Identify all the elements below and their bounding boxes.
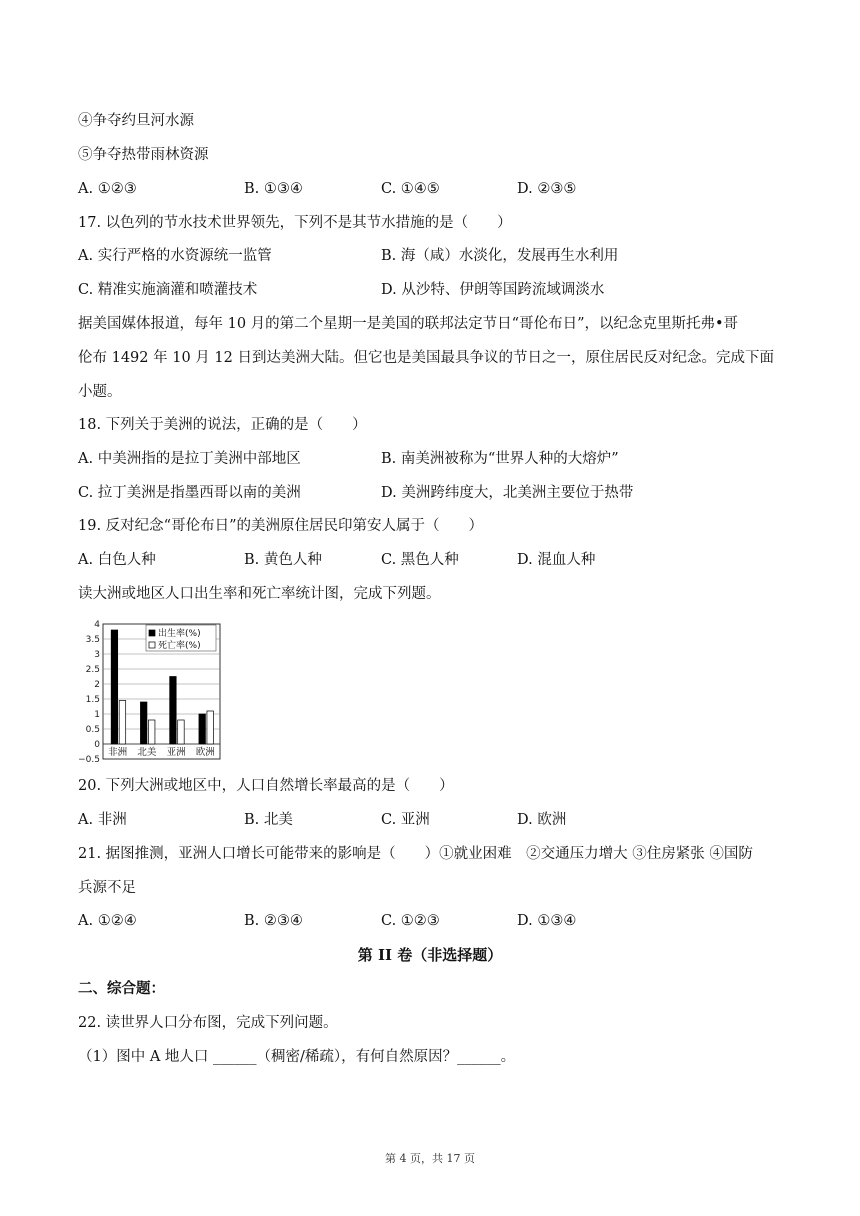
- q19-option-a: A. 白色人种: [78, 552, 156, 568]
- legend-label: 出生率(%): [158, 629, 201, 639]
- y-tick-label: 4: [94, 620, 100, 630]
- q20-option-b: B. 北美: [244, 812, 293, 828]
- y-tick-label: 3: [94, 650, 100, 660]
- page-footer: 第 4 页，共 17 页: [385, 1152, 475, 1165]
- q17-option-c: C. 精准实施滴灌和喷灌技术: [78, 282, 258, 298]
- birth-rate-bar: [170, 677, 177, 745]
- q16-option-a: A. ①②③: [78, 181, 137, 197]
- q18-option-d: D. 美洲跨纬度大，北美洲主要位于热带: [381, 485, 634, 501]
- birth-death-rate-chart: [78, 617, 228, 762]
- q20-option-d: D. 欧洲: [517, 812, 567, 828]
- y-tick-label: −0.5: [78, 755, 100, 762]
- q17-option-b: B. 海（咸）水淡化，发展再生水利用: [381, 248, 619, 264]
- y-tick-label: 0: [94, 740, 100, 750]
- x-category-label: 亚洲: [166, 747, 186, 758]
- section-2-title: 第 II 卷（非选择题）: [357, 946, 503, 964]
- q21-option-c: C. ①②③: [381, 913, 440, 929]
- legend-label: 死亡率(%): [158, 641, 201, 651]
- q19-stem: 19. 反对纪念“哥伦布日”的美洲原住居民印第安人属于（ ）: [78, 518, 483, 534]
- x-category-label: 非洲: [108, 747, 128, 758]
- q16-option-d: D. ②③⑤: [517, 181, 577, 197]
- q19-option-c: C. 黑色人种: [381, 552, 459, 568]
- y-tick-label: 3.5: [85, 635, 100, 645]
- death-rate-bar: [148, 720, 155, 744]
- death-rate-bar: [178, 720, 185, 744]
- q20-option-a: A. 非洲: [78, 812, 127, 828]
- y-tick-label: 2: [94, 680, 100, 690]
- q19-option-b: B. 黄色人种: [244, 552, 322, 568]
- legend-swatch: [149, 630, 155, 636]
- y-tick-label: 0.5: [85, 725, 100, 735]
- birth-rate-bar: [140, 702, 147, 744]
- q18-stem: 18. 下列关于美洲的说法，正确的是（ ）: [78, 417, 367, 433]
- x-category-label: 欧洲: [195, 747, 215, 758]
- q22-stem: 22. 读世界人口分布图，完成下列问题。: [78, 1015, 338, 1031]
- q17-option-d: D. 从沙特、伊朗等国跨流域调淡水: [381, 282, 605, 298]
- y-tick-label: 1: [94, 710, 100, 720]
- q21-option-a: A. ①②④: [78, 913, 137, 929]
- q16-option-b: B. ①③④: [244, 181, 303, 197]
- q21-option-b: B. ②③④: [244, 913, 303, 929]
- chart-intro: 读大洲或地区人口出生率和死亡率统计图，完成下列题。: [78, 586, 441, 602]
- passage-line-2: 伦布 1492 年 10 月 12 日到达美洲大陆。但它也是美国最具争议的节日之一，原住居民反对纪念。完成下面: [78, 350, 774, 366]
- passage-line-3: 小题。: [78, 384, 122, 400]
- death-rate-bar: [207, 711, 214, 744]
- q16-option-c: C. ①④⑤: [381, 181, 440, 197]
- q16-item-5: ⑤争夺热带雨林资源: [78, 147, 209, 163]
- q21-stem: 21. 据图推测，亚洲人口增长可能带来的影响是（ ）①就业困难 ②交通压力增大 ③住房紧张 ④国防: [78, 846, 753, 862]
- q21-option-d: D. ①③④: [517, 913, 577, 929]
- q18-option-b: B. 南美洲被称为“世界人种的大熔炉”: [381, 451, 619, 467]
- y-tick-label: 1.5: [85, 695, 100, 705]
- q19-option-d: D. 混血人种: [517, 552, 596, 568]
- q22-sub-1: （1）图中 A 地人口 ______（稠密/稀疏），有何自然原因？______。: [78, 1049, 516, 1065]
- passage-line-1: 据美国媒体报道，每年 10 月的第二个星期一是美国的联邦法定节日“哥伦布日”，以纪念克里斯托弗•哥: [78, 316, 739, 332]
- q16-item-4: ④争夺约旦河水源: [78, 113, 194, 129]
- q18-option-c: C. 拉丁美洲是指墨西哥以南的美洲: [78, 485, 301, 501]
- birth-rate-bar: [199, 714, 206, 744]
- q20-option-c: C. 亚洲: [381, 812, 430, 828]
- q20-stem: 20. 下列大洲或地区中，人口自然增长率最高的是（ ）: [78, 778, 454, 794]
- q18-option-a: A. 中美洲指的是拉丁美洲中部地区: [78, 451, 301, 467]
- death-rate-bar: [119, 701, 126, 745]
- q17-stem: 17. 以色列的节水技术世界领先，下列不是其节水措施的是（ ）: [78, 215, 512, 231]
- section-2-heading: 二、综合题：: [78, 980, 165, 997]
- birth-rate-bar: [111, 630, 118, 744]
- q21-stem-cont: 兵源不足: [78, 880, 136, 896]
- x-category-label: 北美: [137, 747, 157, 758]
- q17-option-a: A. 实行严格的水资源统一监管: [78, 248, 272, 264]
- y-tick-label: 2.5: [85, 665, 100, 675]
- legend-swatch: [149, 642, 155, 648]
